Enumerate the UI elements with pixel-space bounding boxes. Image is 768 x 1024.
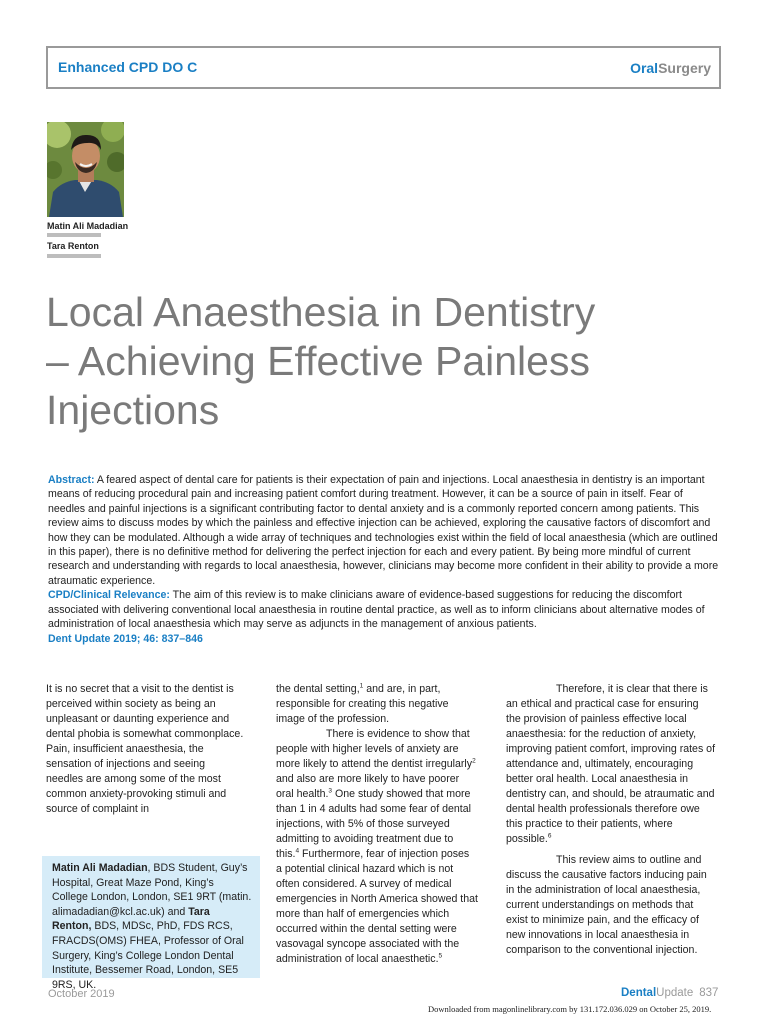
download-notice: Downloaded from magonlinelibrary.com by 131.172.036.029 on October 25, 2019. bbox=[428, 1004, 712, 1014]
section-header-box bbox=[46, 46, 721, 89]
author-affiliation-box bbox=[42, 856, 260, 991]
footer-journal bbox=[621, 987, 718, 999]
body-text: Furthermore, fear of injection poses a potential clinical hazard which is not often considered. A survey of medical emergencies in North America showed that more than half of emergencies which occurred within the dental setting were vasovagal syncope associated with the administration of local anaesthetic. bbox=[276, 848, 478, 965]
body-column-3 bbox=[506, 682, 716, 958]
cpd-paragraph bbox=[48, 588, 720, 631]
author-name-2: Tara Renton bbox=[47, 241, 99, 251]
title-line-3: Injections bbox=[46, 387, 220, 433]
body-paragraph bbox=[276, 682, 478, 727]
section-label: Enhanced CPD DO C bbox=[58, 59, 198, 75]
affiliation-name-1: Matin Ali Madadian bbox=[52, 862, 148, 874]
category-oral: Oral bbox=[630, 60, 659, 76]
reference-marker: 6 bbox=[547, 832, 552, 840]
affiliation-text-2: BDS, MDSc, PhD, FDS RCS, FRACDS(OMS) FHEA, Professor of Oral Surgery, King’s College London Dental Institute, Bessemer Road, London, SE5 9RS, UK. bbox=[52, 920, 244, 991]
reference-marker: 2 bbox=[472, 757, 476, 765]
affiliation-text-1: , BDS Student, Guy’s Hospital, Great Maze Pond, King’s College London, London, SE1 9RT (matin. alimadadian@kcl.ac.uk) and bbox=[52, 862, 252, 918]
journal-name-update: Update bbox=[656, 987, 694, 999]
body-paragraph bbox=[276, 727, 478, 967]
body-paragraph bbox=[506, 682, 716, 847]
body-column-2 bbox=[276, 682, 478, 967]
abstract-block bbox=[48, 473, 720, 647]
reference-marker: 1 bbox=[359, 682, 364, 690]
reference-marker: 4 bbox=[295, 847, 300, 855]
body-text: and are, in part, responsible for creating this negative image of the profession. bbox=[276, 683, 449, 725]
author-divider-2 bbox=[47, 254, 101, 258]
author-photo-image bbox=[47, 122, 124, 217]
page-number: 837 bbox=[699, 987, 719, 999]
author-name-1: Matin Ali Madadian bbox=[47, 221, 129, 231]
title-line-2: – Achieving Effective Painless bbox=[46, 338, 590, 384]
abstract-text: A feared aspect of dental care for patients is their expectation of pain and injections. Local anaesthesia in dentistry is an important means of reducing procedural pain and increasing patient comfort during treatment. However, it can be a source of pain in itself. Fear of needles and painful injections is a significant contributing factor to dental anxiety and is a commonly reported concern among patients. This review aims to discuss modes by which the painless and effective injection can be achieved, exploring the causative factors of discomfort and how they can be modulated. Although a wide array of techniques and technologies exist within the field of local anaesthesia (which are outlined in this paper), there is no definitive method for delivering the perfect injection for each and every patient. By being more mindful of current research and understanding with regards to local anaesthesia, however, clinicians may become more confident in their ability to provide a more atraumatic experience. bbox=[48, 474, 719, 587]
category-label bbox=[630, 60, 711, 76]
category-surgery: Surgery bbox=[658, 60, 711, 76]
body-text: the dental setting, bbox=[276, 683, 360, 695]
body-column-1 bbox=[46, 682, 244, 817]
journal-name-dental: Dental bbox=[621, 987, 657, 999]
body-paragraph: It is no secret that a visit to the dentist is perceived within society as being an unpleasant or daunting experience and dental phobia is somewhat commonplace. Pain, insufficient anaesthesia, the sensation of injections and seeing needles are among some of the most common anxiety-provoking stimuli and source of complaint in bbox=[46, 683, 244, 815]
reference-marker: 5 bbox=[438, 952, 443, 960]
title-line-1: Local Anaesthesia in Dentistry bbox=[46, 289, 596, 335]
article-title bbox=[46, 288, 726, 435]
journal-citation: Dent Update 2019; 46: 837–846 bbox=[48, 633, 203, 646]
body-text: Therefore, it is clear that there is an ethical and practical case for ensuring the provision of painless effective local anaesthesia: for the reduction of anxiety, improving patient comfort, improving rates of attendance and, ultimately, encouraging better oral health. Local anaesthesia in dentistry can, and should, be atraumatic and dental health professionals therefore owe this practice to their patients, where possible. bbox=[506, 683, 716, 845]
body-text: There is evidence to show that people with higher levels of anxiety are more likely to attend the dentist irregularly bbox=[276, 728, 473, 770]
author-photo bbox=[47, 122, 124, 217]
abstract-label: Abstract: bbox=[48, 474, 95, 486]
footer-date: October 2019 bbox=[48, 988, 115, 1000]
author-divider-1 bbox=[47, 233, 101, 237]
abstract-paragraph bbox=[48, 473, 720, 588]
reference-marker: 3 bbox=[328, 787, 333, 795]
cpd-label: CPD/Clinical Relevance: bbox=[48, 589, 170, 602]
body-text: One study showed that more than 1 in 4 adults had some fear of dental injections, with 5% of those surveyed admitting to avoiding treatment due to this. bbox=[276, 788, 471, 860]
cpd-text: The aim of this review is to make clinicians aware of evidence-based suggestions for reducing the discomfort associated with delivering conventional local anaesthesia in routine dental practice, as well as to inform clinicians about alternative modes of administration of local anaesthesia which may serve as adjuncts in the management of anxious patients. bbox=[48, 589, 705, 631]
body-text: and also are more likely to have poorer oral health. bbox=[276, 773, 460, 800]
affiliation-name-2: Tara Renton, bbox=[52, 905, 210, 933]
body-paragraph: This review aims to outline and discuss the causative factors inducing pain in the administration of local anaesthesia, current understandings on methods that exist to minimize pain, and the efficacy of new innovations in local anaesthesia in comparison to the conventional injection. bbox=[506, 854, 707, 956]
